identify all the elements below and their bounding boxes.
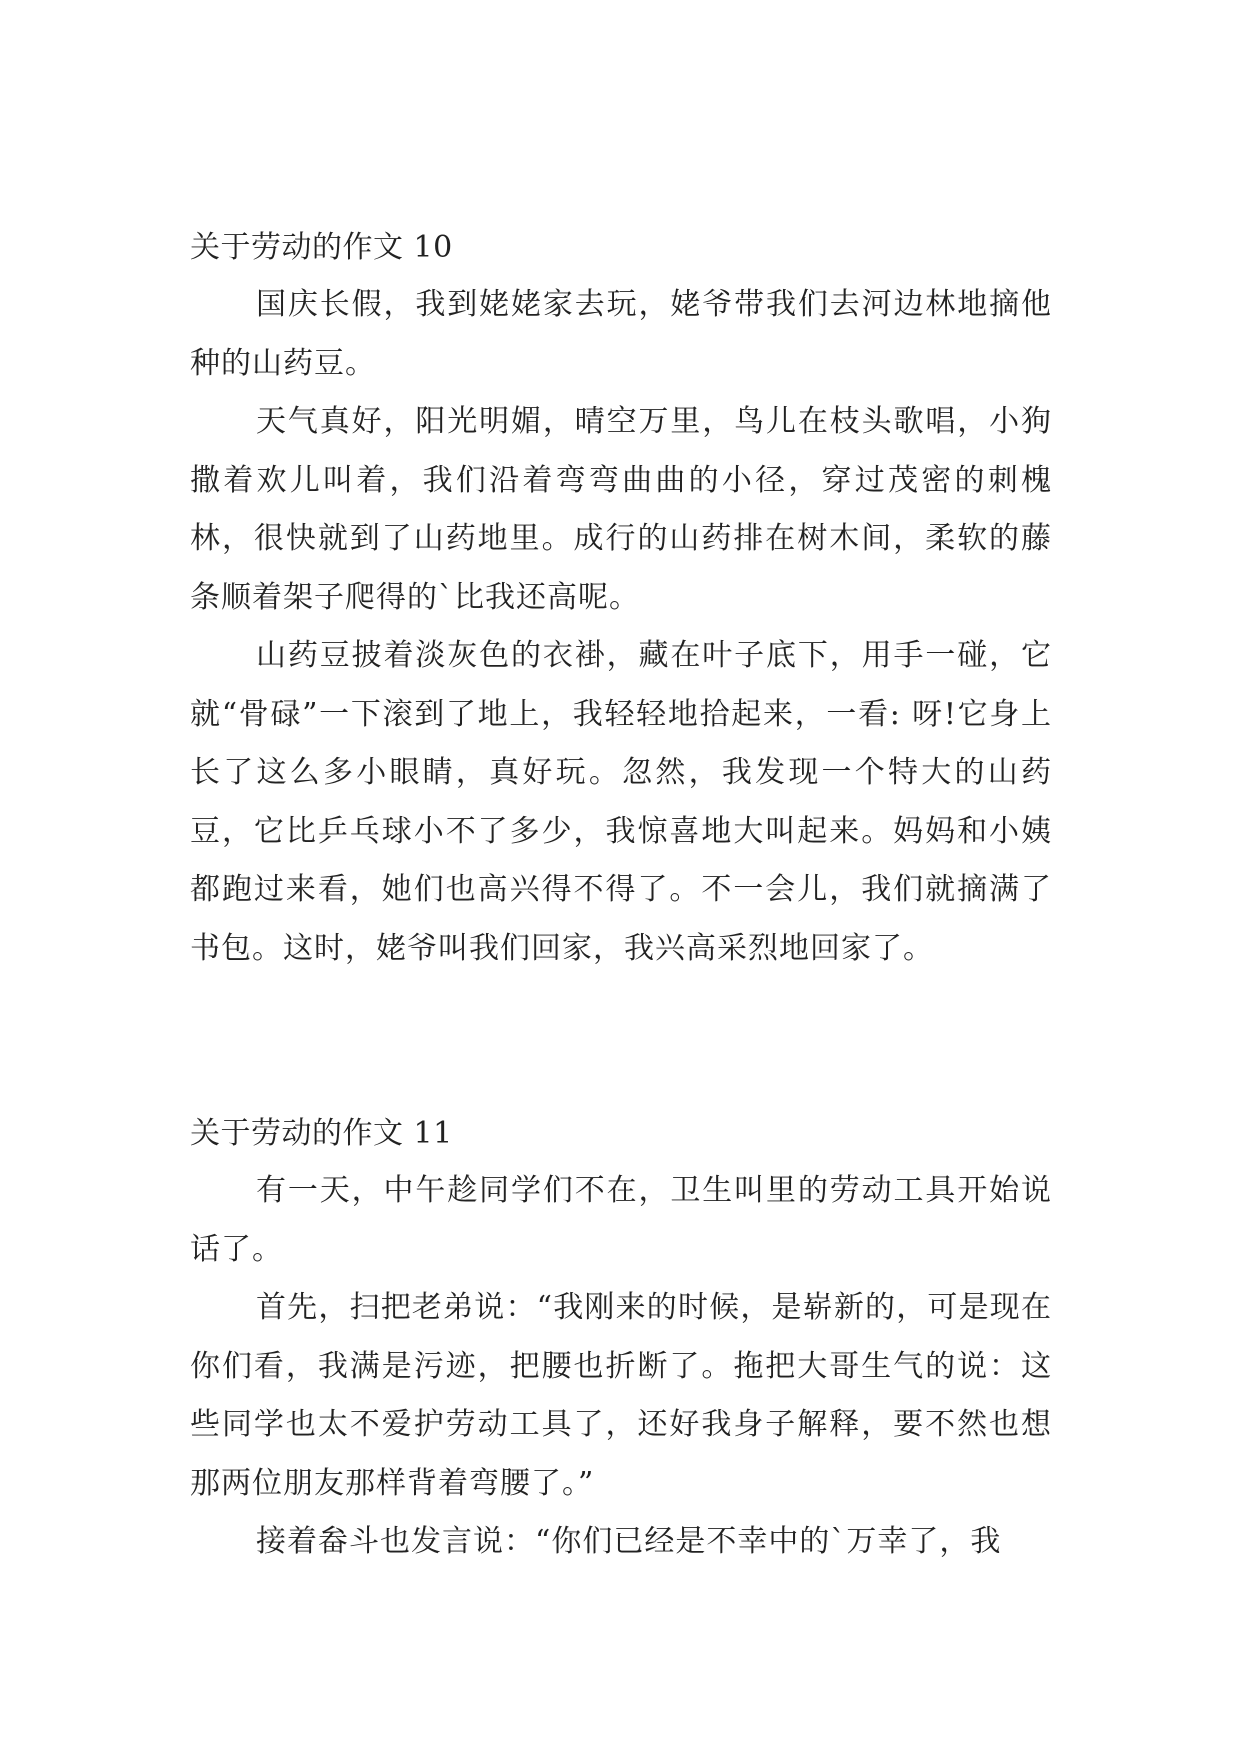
essay-10-paragraph-3: 山药豆披着淡灰色的衣褂，藏在叶子底下，用手一碰，它就“骨碌”一下滚到了地上，我轻轻地拾起来，一看: 呀!它身上长了这么多小眼睛，真好玩。忽然，我发现一个特大的山药豆，它比乒乓球小不了多少，我惊喜地大叫起来。妈妈和小姨都跑过来看，她们也高兴得不得了。不一会儿，我们就摘满了书包。这时，姥爷叫我们回家，我兴高采烈地回家了。: [190, 638, 1052, 966]
essay-11-paragraph-1: 有一天，中午趁同学们不在，卫生叫里的劳动工具开始说话了。: [190, 1173, 1052, 1267]
essay-10-title: 关于劳动的作文 10: [190, 230, 453, 265]
essay-10: [190, 220, 1052, 978]
essay-10-paragraph-1: 国庆长假，我到姥姥家去玩，姥爷带我们去河边林地摘他种的山药豆。: [190, 287, 1052, 381]
essay-10-paragraph-2: 天气真好，阳光明媚，晴空万里，鸟儿在枝头歌唱，小狗撒着欢儿叫着，我们沿着弯弯曲曲的小径，穿过茂密的刺槐林，很快就到了山药地里。成行的山药排在树木间，柔软的藤条顺着架子爬得的`比我还高呢。: [190, 404, 1052, 615]
essay-11: [190, 1106, 1052, 1572]
essay-11-title: 关于劳动的作文 11: [190, 1116, 453, 1151]
essay-11-paragraph-2: 首先，扫把老弟说：“我刚来的时候，是崭新的，可是现在你们看，我满是污迹，把腰也折断了。拖把大哥生气的说：这些同学也太不爱护劳动工具了，还好我身子解释，要不然也想那两位朋友那样背着弯腰了。”: [190, 1290, 1052, 1501]
essay-11-paragraph-3: 接着畚斗也发言说：“你们已经是不幸中的`万幸了，我: [256, 1524, 1002, 1559]
